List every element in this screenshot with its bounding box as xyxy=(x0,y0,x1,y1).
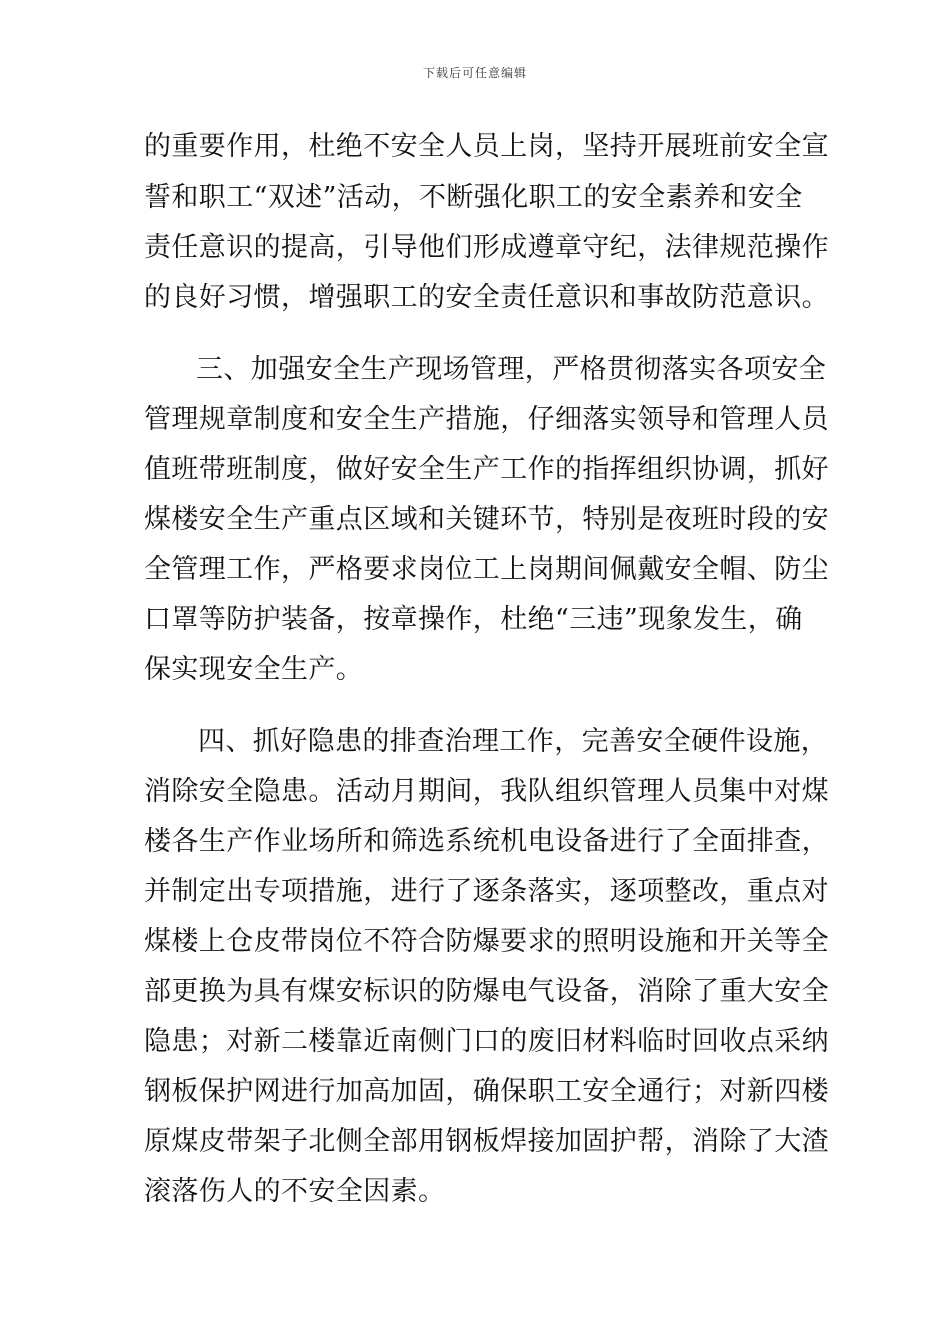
paragraph-3-line-1: 四、抓好隐患的排查治理工作，完善安全硬件设施， xyxy=(198,726,829,757)
paragraph-2-line-1: 三、加强安全生产现场管理，严格贯彻落实各项安全 xyxy=(196,354,827,385)
paragraph-2-line-4: 煤楼安全生产重点区域和关键环节，特别是夜班时段的安 xyxy=(144,504,829,535)
paragraph-3-line-3: 楼各生产作业场所和筛选系统机电设备进行了全面排查， xyxy=(144,826,829,857)
paragraph-1-line-1: 的重要作用，杜绝不安全人员上岗，坚持开展班前安全宣 xyxy=(144,131,829,162)
paragraph-1-line-4: 的良好习惯，增强职工的安全责任意识和事故防范意识。 xyxy=(144,282,829,313)
paragraph-3-line-4: 并制定出专项措施，进行了逐条落实，逐项整改，重点对 xyxy=(144,876,829,907)
paragraph-3-line-2: 消除安全隐患。活动月期间，我队组织管理人员集中对煤 xyxy=(144,776,829,807)
paragraph-3-line-8: 钢板保护网进行加高加固，确保职工安全通行；对新四楼 xyxy=(144,1076,829,1107)
paragraph-1-line-2: 誓和职工“双述”活动，不断强化职工的安全素养和安全 xyxy=(144,182,803,213)
paragraph-2-line-5: 全管理工作，严格要求岗位工上岗期间佩戴安全帽、防尘 xyxy=(144,554,829,585)
paragraph-3-line-9: 原煤皮带架子北侧全部用钢板焊接加固护帮，消除了大渣 xyxy=(144,1126,829,1157)
paragraph-3-line-5: 煤楼上仓皮带岗位不符合防爆要求的照明设施和开关等全 xyxy=(144,926,829,957)
page-header: 下载后可任意编辑 xyxy=(422,66,527,80)
paragraph-2-line-6: 口罩等防护装备，按章操作，杜绝“三违”现象发生，确 xyxy=(144,604,803,635)
paragraph-2-line-3: 值班带班制度，做好安全生产工作的指挥组织协调，抓好 xyxy=(144,454,829,485)
paragraph-1-line-3: 责任意识的提高，引导他们形成遵章守纪，法律规范操作 xyxy=(144,232,829,263)
paragraph-3-line-10: 滚落伤人的不安全因素。 xyxy=(144,1176,446,1207)
paragraph-2-line-7: 保实现安全生产。 xyxy=(144,654,364,685)
paragraph-2-line-2: 管理规章制度和安全生产措施，仔细落实领导和管理人员 xyxy=(144,404,829,435)
paragraph-3-line-6: 部更换为具有煤安标识的防爆电气设备，消除了重大安全 xyxy=(144,976,829,1007)
paragraph-3-line-7: 隐患；对新二楼靠近南侧门口的废旧材料临时回收点采纳 xyxy=(144,1026,829,1057)
